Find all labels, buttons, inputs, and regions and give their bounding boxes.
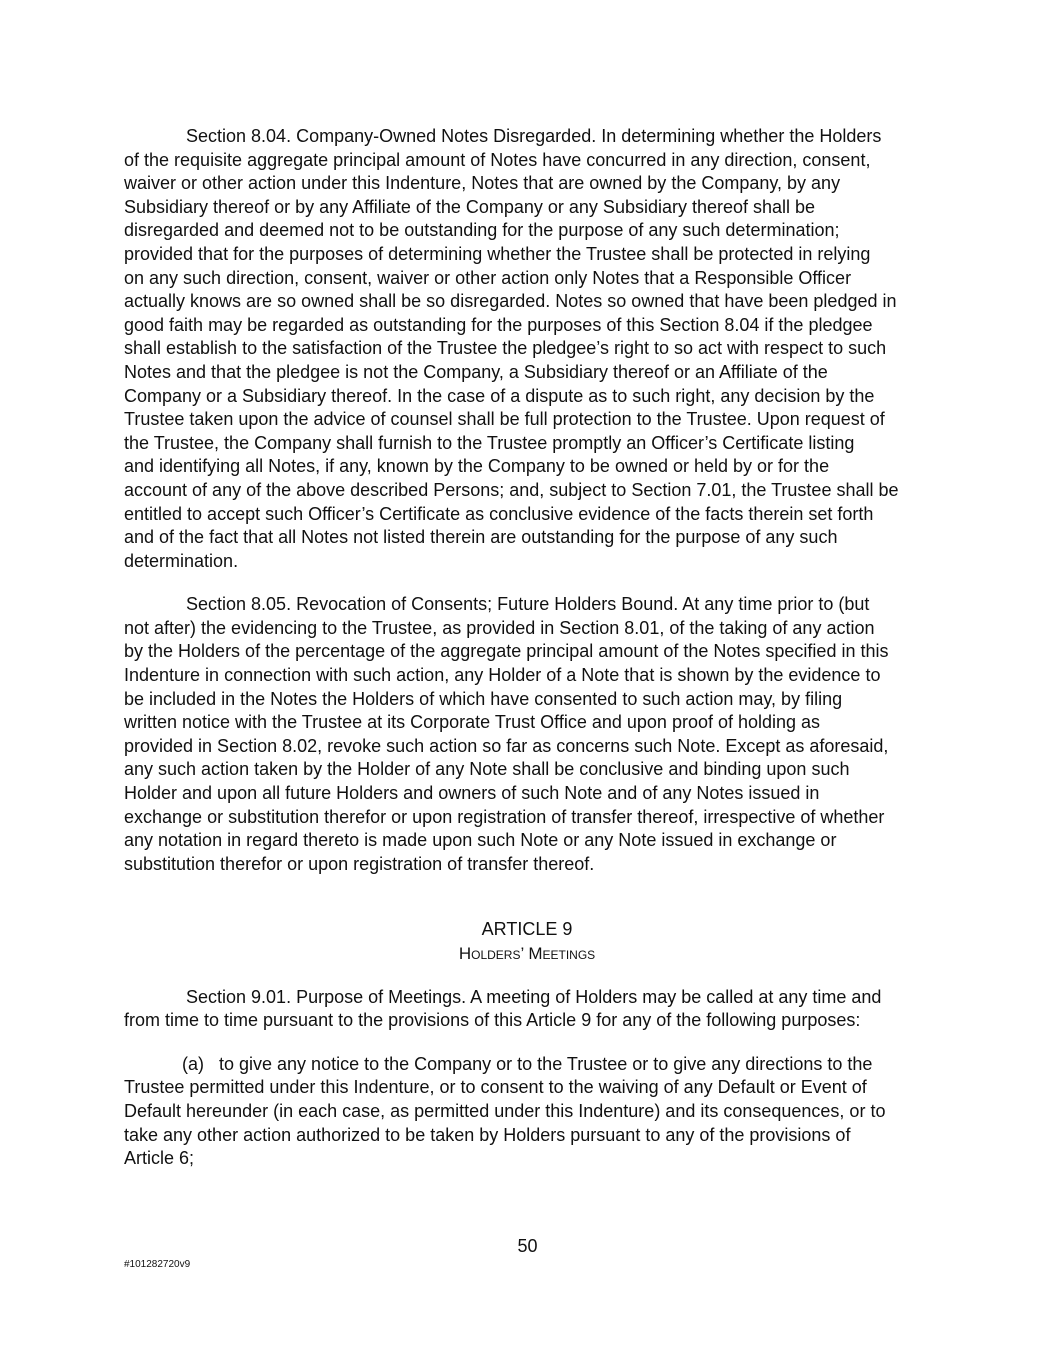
section-8-04 <box>124 125 944 573</box>
text-line: good faith may be regarded as outstanding for the purposes of this Section 8.04 if the pledgee <box>124 314 873 335</box>
section-9-01 <box>124 986 944 1033</box>
article-heading <box>124 918 930 965</box>
section-8-05 <box>124 593 944 876</box>
text-line: provided that for the purposes of determining whether the Trustee shall be protected in relying <box>124 243 871 264</box>
text-line: Trustee permitted under this Indenture, or to consent to the waiving of any Default or Event of <box>124 1077 867 1098</box>
text-line: exchange or substitution therefor or upon registration of transfer thereof, irrespective of whether <box>124 806 885 827</box>
text-line: Section 9.01. Purpose of Meetings. A meeting of Holders may be called at any time and <box>186 986 882 1007</box>
text-line: Article 6; <box>124 1148 195 1169</box>
text-line: of the requisite aggregate principal amount of Notes have concurred in any direction, consent, <box>124 149 871 170</box>
clause-a <box>124 1053 944 1171</box>
text-line: be included in the Notes the Holders of which have consented to such action may, by filing <box>124 688 843 709</box>
text-line: not after) the evidencing to the Trustee, as provided in Section 8.01, of the taking of any action <box>124 617 875 638</box>
text-line: Company or a Subsidiary thereof. In the case of a dispute as to such right, any decision by the <box>124 385 875 406</box>
text-line: Subsidiary thereof or by any Affiliate of the Company or any Subsidiary thereof shall be <box>124 196 816 217</box>
text-line: and of the fact that all Notes not listed therein are outstanding for the purpose of any such <box>124 527 838 548</box>
text-line: waiver or other action under this Indenture, Notes that are owned by the Company, by any <box>124 173 841 194</box>
text-line: Section 8.04. Company-Owned Notes Disregarded. In determining whether the Holders <box>186 126 882 146</box>
text-line: Trustee taken upon the advice of counsel shall be full protection to the Trustee. Upon request of <box>124 409 885 430</box>
text-line: on any such direction, consent, waiver or other action only Notes that a Responsible Officer <box>124 267 852 288</box>
text-line: take any other action authorized to be taken by Holders pursuant to any of the provisions of <box>124 1124 851 1145</box>
page-number: 50 <box>517 1236 538 1256</box>
text-line: Indenture in connection with such action, any Holder of a Note that is shown by the evidence to <box>124 665 881 686</box>
article-number: ARTICLE 9 <box>481 919 573 940</box>
text-line: the Trustee, the Company shall furnish to the Trustee promptly an Officer’s Certificate listing <box>124 432 855 453</box>
text-line: account of any of the above described Persons; and, subject to Section 7.01, the Trustee shall be <box>124 479 899 500</box>
text-line: provided in Section 8.02, revoke such action so far as concerns such Note. Except as aforesaid, <box>124 735 889 756</box>
text-line: Default hereunder (in each case, as permitted under this Indenture) and its consequences, or to <box>124 1100 886 1121</box>
text-line: any such action taken by the Holder of any Note shall be conclusive and binding upon such <box>124 759 850 780</box>
text-line: by the Holders of the percentage of the aggregate principal amount of the Notes specified in this <box>124 641 889 662</box>
text-line: Holder and upon all future Holders and owners of such Note and of any Notes issued in <box>124 783 820 804</box>
document-body <box>124 125 944 1191</box>
text-line: actually knows are so owned shall be so disregarded. Notes so owned that have been pledged in <box>124 291 897 312</box>
clause-label: (a) <box>182 1053 204 1074</box>
text-line: any notation in regard thereto is made upon such Note or any Note issued in exchange or <box>124 830 837 851</box>
text-line: entitled to accept such Officer’s Certificate as conclusive evidence of the facts therein set forth <box>124 503 874 524</box>
clause-text: to give any notice to the Company or to the Trustee or to give any directions to the <box>219 1053 873 1074</box>
text-line: Section 8.05. Revocation of Consents; Future Holders Bound. At any time prior to (but <box>186 594 870 615</box>
text-line: substitution therefor or upon registration of transfer thereof. <box>124 853 595 874</box>
text-line <box>124 1053 944 1077</box>
article-title: Holders’ Meetings <box>458 944 596 963</box>
document-id: #101282720v9 <box>124 1259 191 1270</box>
text-line: disregarded and deemed not to be outstanding for the purpose of any such determination; <box>124 220 840 241</box>
text-line: shall establish to the satisfaction of the Trustee the pledgee’s right to so act with respect to such <box>124 338 887 359</box>
text-line: written notice with the Trustee at its Corporate Trust Office and upon proof of holding as <box>124 712 821 733</box>
text-line: and identifying all Notes, if any, known by the Company to be owned or held by or for the <box>124 456 830 477</box>
text-line: determination. <box>124 550 239 571</box>
text-line: Notes and that the pledgee is not the Company, a Subsidiary thereof or an Affiliate of the <box>124 361 828 382</box>
text-line: from time to time pursuant to the provisions of this Article 9 for any of the following purposes: <box>124 1010 861 1031</box>
